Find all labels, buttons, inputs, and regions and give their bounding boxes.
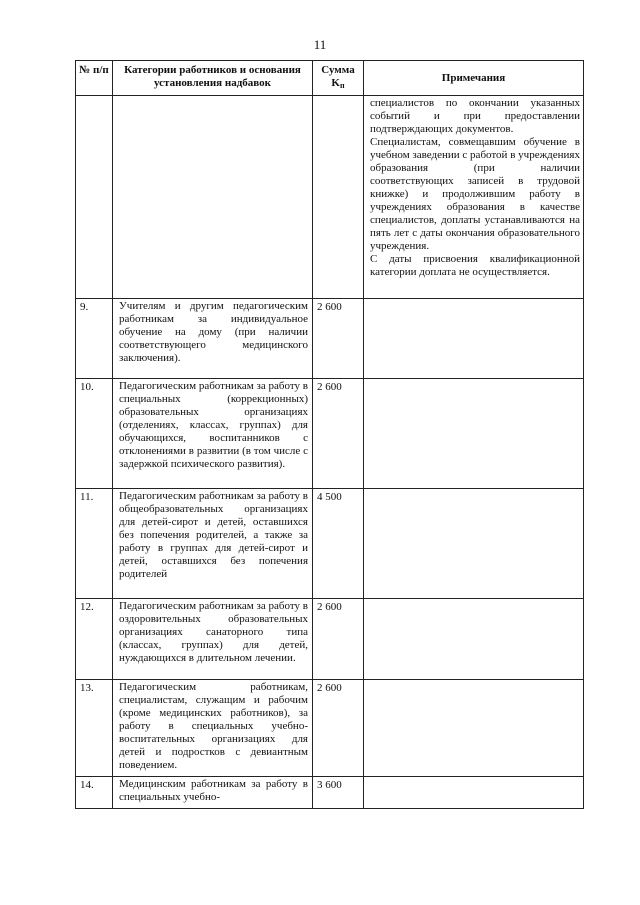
continued-note-cell: [364, 96, 584, 299]
row-note: [364, 299, 584, 379]
table-row: [76, 489, 584, 599]
row-category: Учителям и другим педагогическим работникам за индивидуальное обучение на дому (при наличии соответствующего медицинского заключения).: [113, 299, 313, 379]
header-sum: [313, 61, 364, 96]
row-category: Педагогическим работникам за работу в общеобразовательных организациях для детей-сирот и детей, оставшихся без попечения родителей, а также за работу в группах для детей-сирот и детей, оставшихся без попечения родителей: [113, 489, 313, 599]
row-category: Медицинским работникам за работу в специальных учебно-: [113, 777, 313, 809]
row-sum: 4 500: [313, 489, 364, 599]
row-sum: 2 600: [313, 299, 364, 379]
row-note: [364, 379, 584, 489]
row-num: 13.: [76, 680, 113, 777]
row-category: Педагогическим работникам за работу в специальных (коррекционных) образовательных организациях (отделениях, классах, группах) для обучающихся, воспитанников с отклонениями в развитии (в том числе с задержкой психического развития).: [113, 379, 313, 489]
table-row-continued: [76, 96, 584, 299]
row-note: [364, 489, 584, 599]
row-num: 14.: [76, 777, 113, 809]
header-num: № п/п: [76, 61, 113, 96]
row-num: 12.: [76, 599, 113, 680]
note-paragraph: специалистов по окончании указанных событий и при предоставлении подтверждающих документов.: [370, 97, 580, 135]
header-sum-symbol: K: [331, 77, 340, 89]
table-row: [76, 379, 584, 489]
row-num: 10.: [76, 379, 113, 489]
table-row: [76, 599, 584, 680]
row-sum: 2 600: [313, 599, 364, 680]
note-paragraph: Специалистам, совмещавшим обучение в учебном заведении с работой в учреждениях образования (при наличии соответствующих записей в трудовой книжке) и продолжившим работу в учреждениях образования в качестве специалистов, доплаты устанавливаются на пять лет с даты окончания образовательного учреждения.: [370, 136, 580, 252]
row-note: [364, 599, 584, 680]
row-num: 9.: [76, 299, 113, 379]
table-header-row: [76, 61, 584, 96]
header-sum-subscript: п: [339, 81, 345, 90]
continued-sum-cell: [313, 96, 364, 299]
allowance-table: [75, 60, 584, 809]
row-sum: 2 600: [313, 680, 364, 777]
table-row: [76, 680, 584, 777]
row-num: 11.: [76, 489, 113, 599]
header-notes: Примечания: [364, 61, 584, 96]
table-row: [76, 777, 584, 809]
page-number: 11: [313, 37, 327, 52]
continued-category-cell: [113, 96, 313, 299]
row-sum: 3 600: [313, 777, 364, 809]
note-paragraph: С даты присвоения квалификационной категории доплата не осуществляется.: [370, 253, 580, 278]
header-category: Категории работников и основания установления надбавок: [113, 61, 313, 96]
row-category: Педагогическим работникам, специалистам, служащим и рабочим (кроме медицинских работников), за работу в специальных учебно-воспитательных организациях для детей и подростков с девиантным поведением.: [113, 680, 313, 777]
row-category: Педагогическим работникам за работу в оздоровительных образовательных организациях санаторного типа (классах, группах) для детей, нуждающихся в длительном лечении.: [113, 599, 313, 680]
continued-num-cell: [76, 96, 113, 299]
header-sum-label: Сумма: [321, 64, 355, 76]
row-note: [364, 777, 584, 809]
table-row: [76, 299, 584, 379]
row-note: [364, 680, 584, 777]
row-sum: 2 600: [313, 379, 364, 489]
